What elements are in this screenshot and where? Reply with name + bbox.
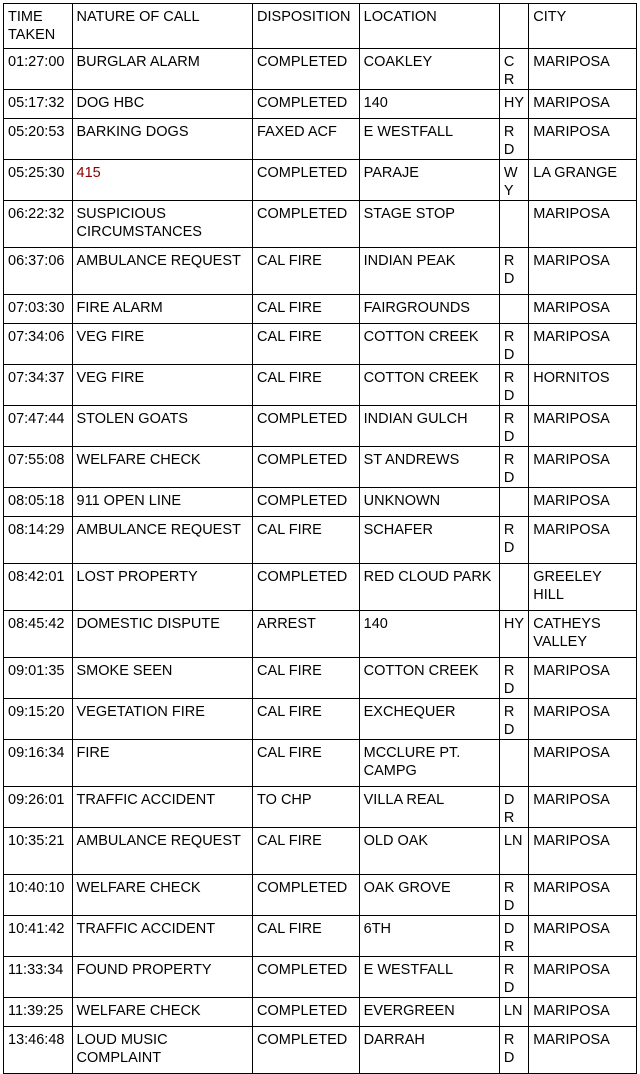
cell-disposition: COMPLETED (253, 201, 360, 248)
cell-nature-of-call: TRAFFIC ACCIDENT (72, 787, 253, 828)
cell-location: COTTON CREEK (359, 365, 499, 406)
cell-time: 11:33:34 (4, 957, 73, 998)
table-row (4, 160, 637, 201)
cell-city: MARIPOSA (529, 828, 637, 875)
cell-street-suffix: RD (499, 1027, 528, 1074)
cell-city: MARIPOSA (529, 447, 637, 488)
cell-location: OLD OAK (359, 828, 499, 875)
cell-time: 06:22:32 (4, 201, 73, 248)
cell-location: E WESTFALL (359, 119, 499, 160)
cell-time: 08:42:01 (4, 564, 73, 611)
table-row (4, 119, 637, 160)
cell-time: 09:26:01 (4, 787, 73, 828)
cell-disposition: COMPLETED (253, 1027, 360, 1074)
call-log-body (4, 49, 637, 1074)
cell-location: 6TH (359, 916, 499, 957)
cell-city: LA GRANGE (529, 160, 637, 201)
table-row (4, 564, 637, 611)
cell-street-suffix: RD (499, 517, 528, 564)
cell-city: MARIPOSA (529, 517, 637, 564)
table-row (4, 787, 637, 828)
cell-street-suffix: RD (499, 699, 528, 740)
cell-disposition: TO CHP (253, 787, 360, 828)
cell-street-suffix: RD (499, 365, 528, 406)
cell-location: COTTON CREEK (359, 324, 499, 365)
cell-location: VILLA REAL (359, 787, 499, 828)
table-row (4, 248, 637, 295)
cell-time: 08:05:18 (4, 488, 73, 517)
cell-location: 140 (359, 90, 499, 119)
cell-time: 05:25:30 (4, 160, 73, 201)
cell-disposition: COMPLETED (253, 49, 360, 90)
cell-city: MARIPOSA (529, 49, 637, 90)
cell-disposition: CAL FIRE (253, 295, 360, 324)
cell-disposition: CAL FIRE (253, 324, 360, 365)
cell-nature-of-call: FIRE (72, 740, 253, 787)
cell-city: MARIPOSA (529, 248, 637, 295)
cell-street-suffix (499, 740, 528, 787)
table-row (4, 699, 637, 740)
cell-street-suffix: RD (499, 324, 528, 365)
cell-nature-of-call: LOUD MUSIC COMPLAINT (72, 1027, 253, 1074)
cell-time: 10:41:42 (4, 916, 73, 957)
cell-street-suffix: RD (499, 119, 528, 160)
cell-city: MARIPOSA (529, 998, 637, 1027)
cell-time: 01:27:00 (4, 49, 73, 90)
cell-nature-of-call: TRAFFIC ACCIDENT (72, 916, 253, 957)
cell-disposition: COMPLETED (253, 90, 360, 119)
cell-disposition: CAL FIRE (253, 365, 360, 406)
cell-city: HORNITOS (529, 365, 637, 406)
cell-nature-of-call: VEG FIRE (72, 324, 253, 365)
cell-city: MARIPOSA (529, 406, 637, 447)
cell-location: DARRAH (359, 1027, 499, 1074)
cell-disposition: CAL FIRE (253, 828, 360, 875)
cell-time: 07:03:30 (4, 295, 73, 324)
cell-nature-of-call: WELFARE CHECK (72, 875, 253, 916)
cell-disposition: CAL FIRE (253, 517, 360, 564)
cell-disposition: COMPLETED (253, 488, 360, 517)
cell-street-suffix: RD (499, 248, 528, 295)
cell-disposition: ARREST (253, 611, 360, 658)
header-street-suffix (499, 4, 528, 49)
cell-city: MARIPOSA (529, 90, 637, 119)
cell-time: 06:37:06 (4, 248, 73, 295)
table-row (4, 517, 637, 564)
cell-location: INDIAN PEAK (359, 248, 499, 295)
table-row (4, 488, 637, 517)
table-row (4, 828, 637, 875)
cell-nature-of-call: SMOKE SEEN (72, 658, 253, 699)
cell-city: MARIPOSA (529, 119, 637, 160)
cell-street-suffix: RD (499, 658, 528, 699)
cell-city: MARIPOSA (529, 1027, 637, 1074)
cell-street-suffix (499, 295, 528, 324)
cell-location: FAIRGROUNDS (359, 295, 499, 324)
table-row (4, 740, 637, 787)
cell-disposition: CAL FIRE (253, 699, 360, 740)
cell-nature-of-call: WELFARE CHECK (72, 998, 253, 1027)
cell-time: 13:46:48 (4, 1027, 73, 1074)
cell-nature-of-call: STOLEN GOATS (72, 406, 253, 447)
cell-time: 08:45:42 (4, 611, 73, 658)
cell-nature-of-call: BARKING DOGS (72, 119, 253, 160)
cell-nature-of-call: 415 (72, 160, 253, 201)
table-row (4, 957, 637, 998)
cell-time: 07:47:44 (4, 406, 73, 447)
cell-time: 07:55:08 (4, 447, 73, 488)
cell-nature-of-call: AMBULANCE REQUEST (72, 248, 253, 295)
table-row (4, 658, 637, 699)
table-row (4, 916, 637, 957)
cell-location: E WESTFALL (359, 957, 499, 998)
cell-disposition: CAL FIRE (253, 916, 360, 957)
cell-nature-of-call: FOUND PROPERTY (72, 957, 253, 998)
header-row (4, 4, 637, 49)
cell-city: MARIPOSA (529, 488, 637, 517)
table-row (4, 998, 637, 1027)
cell-street-suffix: RD (499, 447, 528, 488)
header-location: LOCATION (359, 4, 499, 49)
cell-disposition: COMPLETED (253, 160, 360, 201)
cell-street-suffix: DR (499, 787, 528, 828)
cell-city: MARIPOSA (529, 957, 637, 998)
header-nature-of-call: NATURE OF CALL (72, 4, 253, 49)
cell-disposition: COMPLETED (253, 875, 360, 916)
cell-disposition: COMPLETED (253, 406, 360, 447)
table-row (4, 49, 637, 90)
cell-location: OAK GROVE (359, 875, 499, 916)
cell-time: 07:34:06 (4, 324, 73, 365)
cell-street-suffix (499, 564, 528, 611)
cell-street-suffix: DR (499, 916, 528, 957)
cell-street-suffix: HY (499, 611, 528, 658)
cell-disposition: COMPLETED (253, 564, 360, 611)
cell-nature-of-call: SUSPICIOUS CIRCUMSTANCES (72, 201, 253, 248)
cell-city: MARIPOSA (529, 324, 637, 365)
cell-time: 08:14:29 (4, 517, 73, 564)
cell-location: 140 (359, 611, 499, 658)
table-row (4, 611, 637, 658)
call-log-table (3, 3, 637, 1074)
cell-time: 09:01:35 (4, 658, 73, 699)
cell-location: SCHAFER (359, 517, 499, 564)
cell-city: MARIPOSA (529, 201, 637, 248)
cell-time: 10:40:10 (4, 875, 73, 916)
cell-nature-of-call: VEGETATION FIRE (72, 699, 253, 740)
cell-nature-of-call: DOMESTIC DISPUTE (72, 611, 253, 658)
cell-time: 05:17:32 (4, 90, 73, 119)
header-disposition: DISPOSITION (253, 4, 360, 49)
cell-disposition: COMPLETED (253, 447, 360, 488)
cell-disposition: CAL FIRE (253, 248, 360, 295)
table-row (4, 365, 637, 406)
table-row (4, 406, 637, 447)
cell-location: RED CLOUD PARK (359, 564, 499, 611)
cell-disposition: FAXED ACF (253, 119, 360, 160)
header-time-taken: TIME TAKEN (4, 4, 73, 49)
cell-location: PARAJE (359, 160, 499, 201)
cell-street-suffix: LN (499, 998, 528, 1027)
cell-disposition: COMPLETED (253, 998, 360, 1027)
header-city: CITY (529, 4, 637, 49)
cell-location: COAKLEY (359, 49, 499, 90)
cell-city: GREELEY HILL (529, 564, 637, 611)
cell-street-suffix: LN (499, 828, 528, 875)
cell-street-suffix (499, 488, 528, 517)
cell-nature-of-call: DOG HBC (72, 90, 253, 119)
cell-location: ST ANDREWS (359, 447, 499, 488)
cell-nature-of-call: 911 OPEN LINE (72, 488, 253, 517)
cell-street-suffix (499, 201, 528, 248)
cell-time: 11:39:25 (4, 998, 73, 1027)
cell-street-suffix: RD (499, 406, 528, 447)
cell-city: MARIPOSA (529, 875, 637, 916)
cell-location: INDIAN GULCH (359, 406, 499, 447)
cell-city: CATHEYS VALLEY (529, 611, 637, 658)
cell-nature-of-call: BURGLAR ALARM (72, 49, 253, 90)
table-row (4, 324, 637, 365)
cell-city: MARIPOSA (529, 787, 637, 828)
cell-location: MCCLURE PT. CAMPG (359, 740, 499, 787)
cell-time: 07:34:37 (4, 365, 73, 406)
cell-nature-of-call: LOST PROPERTY (72, 564, 253, 611)
cell-time: 09:16:34 (4, 740, 73, 787)
cell-nature-of-call: AMBULANCE REQUEST (72, 828, 253, 875)
cell-location: STAGE STOP (359, 201, 499, 248)
cell-location: EVERGREEN (359, 998, 499, 1027)
cell-city: MARIPOSA (529, 916, 637, 957)
table-row (4, 90, 637, 119)
cell-time: 09:15:20 (4, 699, 73, 740)
table-row (4, 447, 637, 488)
cell-disposition: COMPLETED (253, 957, 360, 998)
table-row (4, 1027, 637, 1074)
cell-nature-of-call: VEG FIRE (72, 365, 253, 406)
cell-street-suffix: RD (499, 957, 528, 998)
cell-nature-of-call: WELFARE CHECK (72, 447, 253, 488)
cell-time: 05:20:53 (4, 119, 73, 160)
cell-city: MARIPOSA (529, 699, 637, 740)
cell-location: COTTON CREEK (359, 658, 499, 699)
cell-city: MARIPOSA (529, 740, 637, 787)
cell-time: 10:35:21 (4, 828, 73, 875)
cell-disposition: CAL FIRE (253, 658, 360, 699)
cell-location: UNKNOWN (359, 488, 499, 517)
cell-street-suffix: CR (499, 49, 528, 90)
table-row (4, 295, 637, 324)
cell-disposition: CAL FIRE (253, 740, 360, 787)
table-row (4, 201, 637, 248)
cell-location: EXCHEQUER (359, 699, 499, 740)
table-row (4, 875, 637, 916)
cell-street-suffix: WY (499, 160, 528, 201)
cell-nature-of-call: AMBULANCE REQUEST (72, 517, 253, 564)
cell-street-suffix: RD (499, 875, 528, 916)
cell-city: MARIPOSA (529, 658, 637, 699)
cell-street-suffix: HY (499, 90, 528, 119)
cell-city: MARIPOSA (529, 295, 637, 324)
cell-nature-of-call: FIRE ALARM (72, 295, 253, 324)
